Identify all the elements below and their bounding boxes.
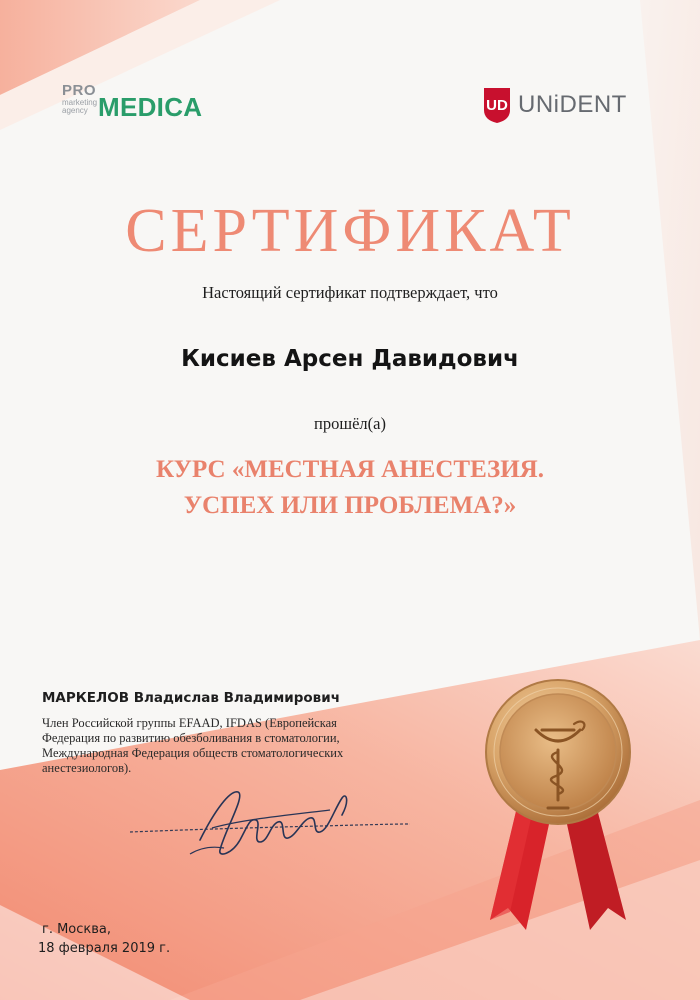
- promedica-main-text: MEDICA: [98, 92, 203, 122]
- promedica-sub-text-2: agency: [62, 106, 88, 115]
- course-title-line-2: УСПЕХ ИЛИ ПРОБЛЕМА?»: [183, 492, 517, 519]
- signer-name: МАРКЕЛОВ Владислав Владимирович: [42, 690, 340, 706]
- course-title-line-1: КУРС «МЕСТНАЯ АНЕСТЕЗИЯ.: [156, 456, 544, 483]
- intro-text: Настоящий сертификат подтверждает, что: [202, 283, 498, 302]
- unident-text: UNiDENT: [518, 91, 627, 118]
- signer-description-line: Международная Федерация обществ стоматологических: [42, 746, 344, 760]
- unident-shield-icon: [482, 86, 512, 124]
- course-title: [0, 452, 700, 524]
- recipient-name: Кисиев Арсен Давидович: [181, 346, 519, 372]
- signer-description-line: Федерация по развитию обезболивания в стоматологии,: [42, 731, 340, 745]
- signature: [120, 770, 420, 865]
- passed-text: прошёл(а): [314, 414, 386, 433]
- promedica-logo: [62, 82, 252, 122]
- signer-description-line: Член Российской группы EFAAD, IFDAS (Европейская: [42, 716, 337, 730]
- svg-text:UD: UD: [486, 97, 508, 114]
- certificate-title: СЕРТИФИКАТ: [125, 197, 575, 265]
- medal-seal: [478, 672, 638, 942]
- promedica-pro-text: PRO: [62, 82, 97, 99]
- date-text: 18 февраля 2019 г.: [38, 941, 171, 956]
- signer-description: [42, 716, 412, 776]
- signer-description-line: анестезиологов).: [42, 761, 132, 775]
- unident-logo: [482, 86, 652, 126]
- promedica-sub-text-1: marketing: [62, 98, 98, 107]
- place-text: г. Москва,: [42, 922, 112, 937]
